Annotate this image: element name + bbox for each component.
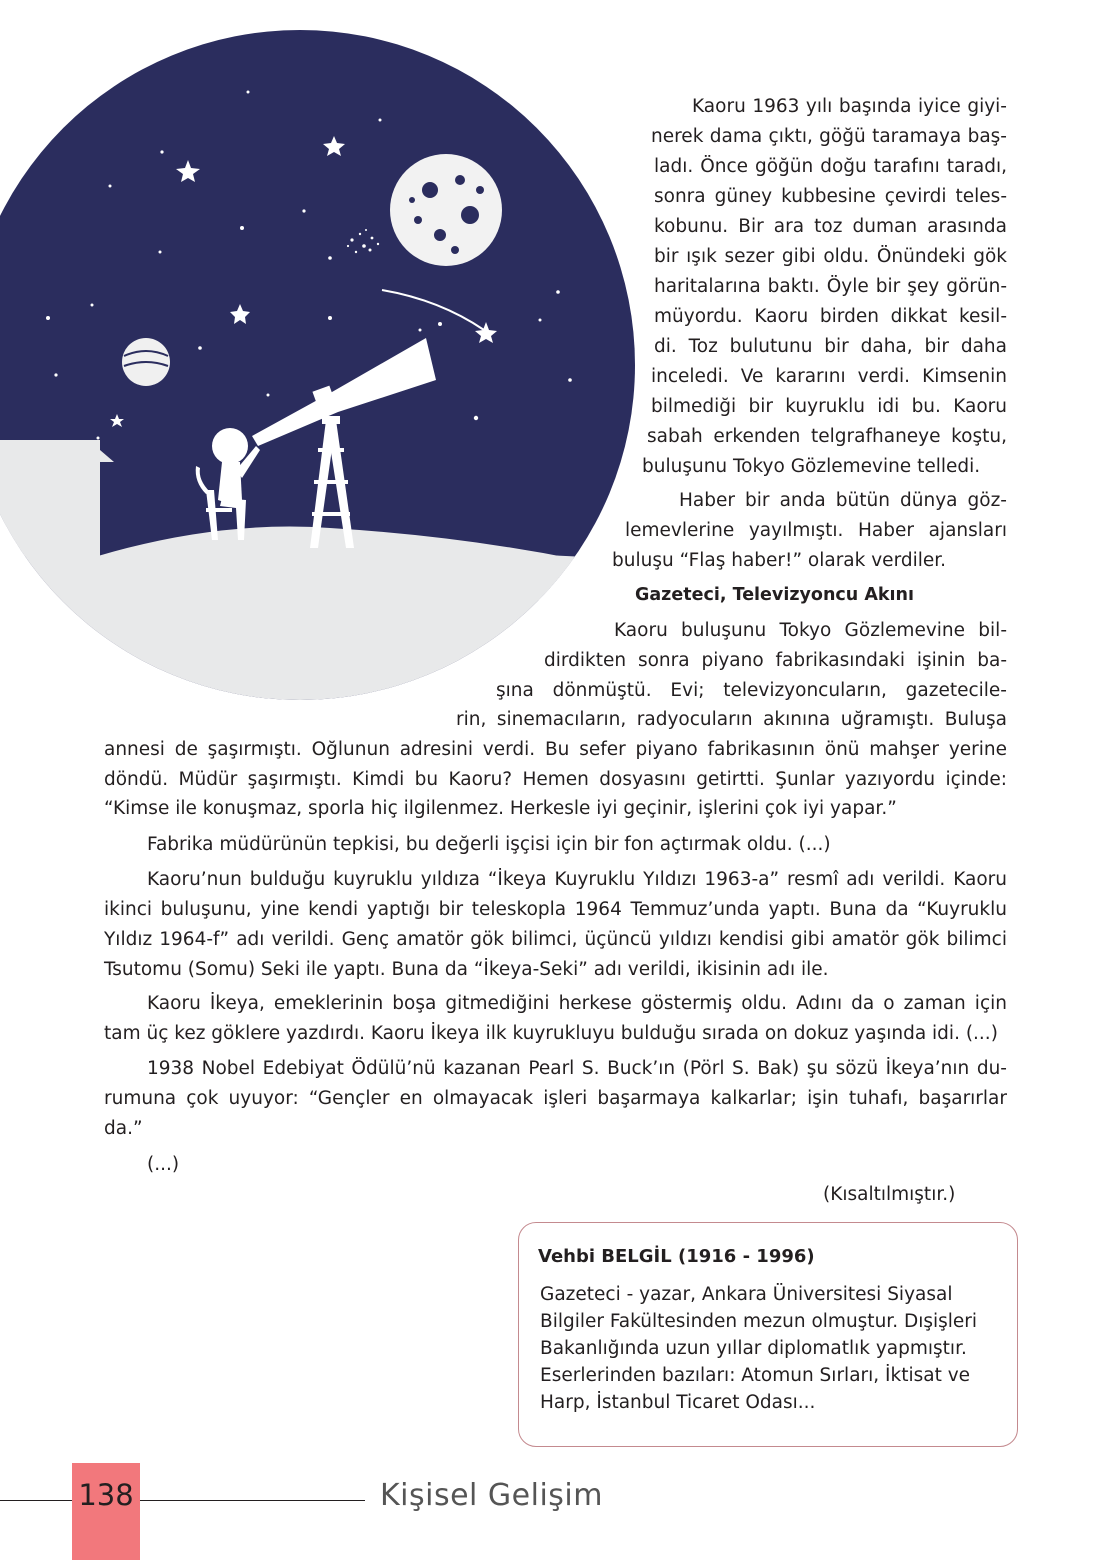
p5-line-2: ikinci buluşunu, yine kendi yaptığı bir teleskopla 1964 Temmuz’unda yaptı. Buna da “Kuyruklu [104, 899, 1007, 920]
p3-line-3: şına dönmüştü. Evi; televizyoncuların, gazetecile- [496, 680, 1007, 701]
p3-line-5: annesi de şaşırmıştı. Oğlunun adresini verdi. Bu sefer piyano fabrikasının önü mahşer yerine [104, 739, 1007, 760]
p3-line-1: Kaoru buluşunu Tokyo Gözlemevine bil- [614, 620, 1007, 641]
footer-rule-right [140, 1500, 365, 1501]
p3-line-2: dirdikten sonra piyano fabrikasındaki işinin ba- [544, 650, 1007, 671]
p1-line-2: nerek dama çıktı, göğü taramaya baş- [651, 126, 1007, 147]
stargazing-illustration [0, 0, 640, 710]
author-bio-line-1: Gazeteci - yazar, Ankara Üniversitesi Siyasal [540, 1284, 953, 1305]
p5-line-3: Yıldız 1964-f” adı verildi. Genç amatör gök bilimci, üçüncü yıldızı kendisi gibi amatör gök bilimci [104, 929, 1007, 950]
roof [0, 450, 114, 556]
section-title: Kişisel Gelişim [380, 1478, 603, 1513]
p5-line-1: Kaoru’nun bulduğu kuyruklu yıldıza “İkeya Kuyruklu Yıldızı 1963-a” resmî adı verildi. Kaoru [147, 869, 1007, 890]
p1-line-1: Kaoru 1963 yılı başında iyice giyi- [692, 96, 1007, 117]
p1-line-3: ladı. Önce göğün doğu tarafını taradı, [654, 156, 1007, 177]
p5-line-4: Tsutomu (Somu) Seki ile yaptı. Buna da “İkeya-Seki” adı verildi, ikisinin adı ile. [104, 959, 829, 980]
p1-line-13: buluşunu Tokyo Gözlemevine telledi. [642, 456, 981, 477]
ellipsis-note: (...) [147, 1154, 180, 1175]
p3-line-7: “Kimse ile konuşmaz, sporla hiç ilgilenmez. Herkesle iyi geçinir, işlerini çok iyi yapar.” [104, 798, 897, 819]
p1-line-12: sabah erkenden telgrafhaneye koştu, [647, 426, 1007, 447]
author-bio-line-5: Harp, İstanbul Ticaret Odası... [540, 1392, 816, 1413]
p1-line-5: kobunu. Bir ara toz duman arasında [654, 216, 1007, 237]
p6-line-1: Kaoru İkeya, emeklerinin boşa gitmediğini herkese göstermiş oldu. Adını da o zaman için [147, 993, 1007, 1014]
p2-line-2: lemevlerine yayılmıştı. Haber ajansları [625, 520, 1007, 541]
p2-line-1: Haber bir anda bütün dünya göz- [679, 490, 1007, 511]
section-heading: Gazeteci, Televizyoncu Akını [635, 585, 914, 605]
moon [390, 154, 502, 266]
p1-line-9: di. Toz bulutunu bir daha, bir daha [654, 336, 1007, 357]
p1-line-11: bilmediği bir kuyruklu idi bu. Kaoru [651, 396, 1007, 417]
p3-line-6: döndü. Müdür şaşırmıştı. Kimdi bu Kaoru? Hemen dosyasını getirtti. Şunlar yazıyordu içinde: [104, 769, 1007, 790]
p3-line-4: rin, sinemacıların, radyocuların akınına uğramıştı. Buluşa [456, 709, 1007, 730]
p7-line-1: 1938 Nobel Edebiyat Ödülü’nü kazanan Pearl S. Buck’ın (Pörl S. Bak) şu sözü İkeya’nın du- [147, 1058, 1007, 1079]
footer-rule-left [0, 1500, 72, 1501]
p7-line-2: rumuna çok uyuyor: “Gençler en olmayacak işleri başarmaya kalkarlar; işin tuhafı, başarırlar [104, 1088, 1007, 1109]
author-bio-line-3: Bakanlığında uzun yıllar diplomatlık yapmıştır. [540, 1338, 967, 1359]
p1-line-7: haritalarına baktı. Öyle bir şey görün- [654, 276, 1007, 297]
p7-line-3: da.” [104, 1118, 143, 1139]
author-bio-line-4: Eserlerinden bazıları: Atomun Sırları, İktisat ve [540, 1365, 971, 1386]
p1-line-10: inceledi. Ve kararını verdi. Kimsenin [651, 366, 1007, 387]
p2-line-3: buluşu “Flaş haber!” olarak verdiler. [612, 550, 947, 571]
page-number: 138 [78, 1478, 134, 1512]
p4-line-1: Fabrika müdürünün tepkisi, bu değerli işçisi için bir fon açtırmak oldu. (...) [147, 834, 831, 855]
p1-line-4: sonra güney kubbesine çevirdi teles- [654, 186, 1007, 207]
author-name: Vehbi BELGİL (1916 - 1996) [538, 1246, 815, 1267]
p1-line-6: bir ışık sezer gibi oldu. Önündeki gök [654, 246, 1007, 267]
planet [122, 338, 170, 386]
p1-line-8: müyordu. Kaoru birden dikkat kesil- [654, 306, 1007, 327]
p6-line-2: tam üç kez göklere yazdırdı. Kaoru İkeya ilk kuyrukluyu bulduğu sırada on dokuz yaşında idi. (...) [104, 1023, 998, 1044]
abridged-note: (Kısaltılmıştır.) [823, 1184, 956, 1205]
author-bio-line-2: Bilgiler Fakültesinden mezun olmuştur. Dışişleri [540, 1311, 978, 1332]
